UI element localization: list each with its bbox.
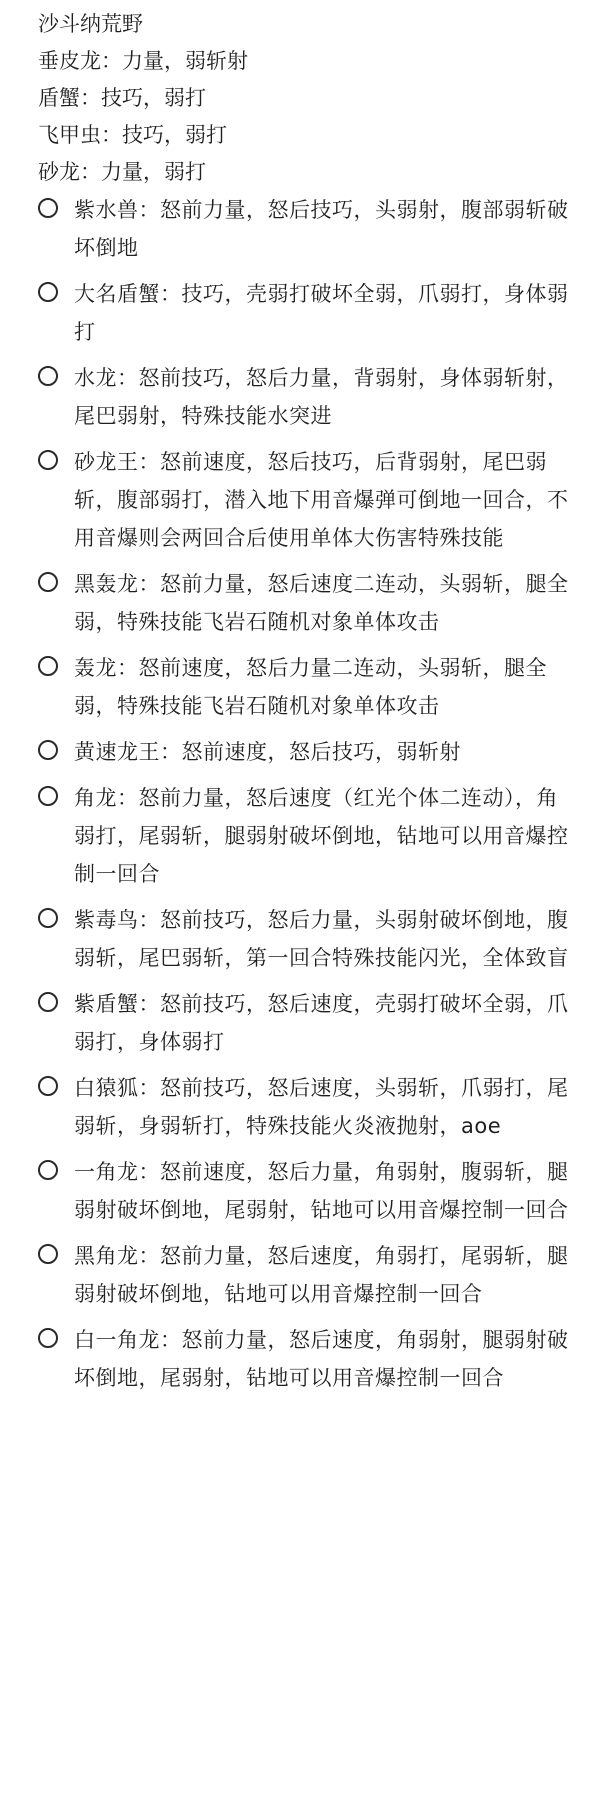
checklist-item-text: 白一角龙：怒前力量，怒后速度，角弱射，腿弱射破坏倒地，尾弱射，钻地可以用音爆控制一回合: [74, 1328, 569, 1390]
note-line: 垂皮龙：力量，弱斩射: [38, 49, 248, 73]
note-line: 飞甲虫：技巧，弱打: [38, 123, 227, 147]
checklist: [38, 191, 576, 1397]
checkbox-circle-icon[interactable]: [38, 282, 58, 302]
checklist-item-text: 砂龙王：怒前速度，怒后技巧，后背弱射，尾巴弱斩，腹部弱打，潜入地下用音爆弹可倒地一回合，不用音爆则会两回合后使用单体大伤害特殊技能: [74, 450, 569, 550]
checklist-item-text: 轰龙：怒前速度，怒后力量二连动，头弱斩，腿全弱，特殊技能飞岩石随机对象单体攻击: [74, 656, 547, 718]
note-line: 盾蟹：技巧，弱打: [38, 86, 206, 110]
checklist-item: [38, 565, 576, 641]
checklist-item-text: 黑角龙：怒前力量，怒后速度，角弱打，尾弱斩，腿弱射破坏倒地，钻地可以用音爆控制一回合: [74, 1244, 569, 1306]
checklist-item: [38, 779, 576, 893]
checkbox-circle-icon[interactable]: [38, 198, 58, 218]
checkbox-circle-icon[interactable]: [38, 1076, 58, 1096]
checkbox-circle-icon[interactable]: [38, 908, 58, 928]
checklist-item-text: 一角龙：怒前速度，怒后力量，角弱射，腹弱斩，腿弱射破坏倒地，尾弱射，钻地可以用音爆控制一回合: [74, 1160, 569, 1222]
checkbox-circle-icon[interactable]: [38, 656, 58, 676]
checklist-item: [38, 1237, 576, 1313]
checklist-item-text: 紫毒鸟：怒前技巧，怒后力量，头弱射破坏倒地，腹弱斩，尾巴弱斩，第一回合特殊技能闪光，全体致盲: [74, 908, 569, 970]
checklist-item: [38, 733, 576, 771]
checklist-item-text: 角龙：怒前力量，怒后速度（红光个体二连动），角弱打，尾弱斩，腿弱射破坏倒地，钻地可以用音爆控制一回合: [74, 786, 569, 886]
checkbox-circle-icon[interactable]: [38, 450, 58, 470]
checkbox-circle-icon[interactable]: [38, 992, 58, 1012]
checkbox-circle-icon[interactable]: [38, 1328, 58, 1348]
checklist-item-text: 白猿狐：怒前技巧，怒后速度，头弱斩，爪弱打，尾弱斩，身弱斩打，特殊技能火炎液抛射，aoe: [74, 1076, 569, 1138]
checklist-item: [38, 1153, 576, 1229]
checkbox-circle-icon[interactable]: [38, 740, 58, 760]
checkbox-circle-icon[interactable]: [38, 786, 58, 806]
checklist-item-text: 紫水兽：怒前力量，怒后技巧，头弱射，腹部弱斩破坏倒地: [74, 198, 569, 260]
checklist-item: [38, 649, 576, 725]
note-title: 沙斗纳荒野: [38, 12, 143, 36]
checkbox-circle-icon[interactable]: [38, 1160, 58, 1180]
checklist-item-text: 紫盾蟹：怒前技巧，怒后速度，壳弱打破坏全弱，爪弱打，身体弱打: [74, 992, 569, 1054]
checkbox-circle-icon[interactable]: [38, 572, 58, 592]
checklist-item-text: 水龙：怒前技巧，怒后力量，背弱射，身体弱斩射，尾巴弱射，特殊技能水突进: [74, 366, 569, 428]
checklist-item: [38, 443, 576, 557]
note-line: 砂龙：力量，弱打: [38, 160, 206, 184]
checklist-item: [38, 359, 576, 435]
checkbox-circle-icon[interactable]: [38, 366, 58, 386]
checklist-item-text: 黄速龙王：怒前速度，怒后技巧，弱斩射: [74, 740, 461, 764]
checklist-item-text: 黑轰龙：怒前力量，怒后速度二连动，头弱斩，腿全弱，特殊技能飞岩石随机对象单体攻击: [74, 572, 569, 634]
checklist-item: [38, 1069, 576, 1145]
checklist-item: [38, 1321, 576, 1397]
checklist-item: [38, 901, 576, 977]
checklist-item-text: 大名盾蟹：技巧，壳弱打破坏全弱，爪弱打，身体弱打: [74, 282, 569, 344]
checklist-item: [38, 985, 576, 1061]
checkbox-circle-icon[interactable]: [38, 1244, 58, 1264]
checklist-item: [38, 275, 576, 351]
checklist-item: [38, 191, 576, 267]
